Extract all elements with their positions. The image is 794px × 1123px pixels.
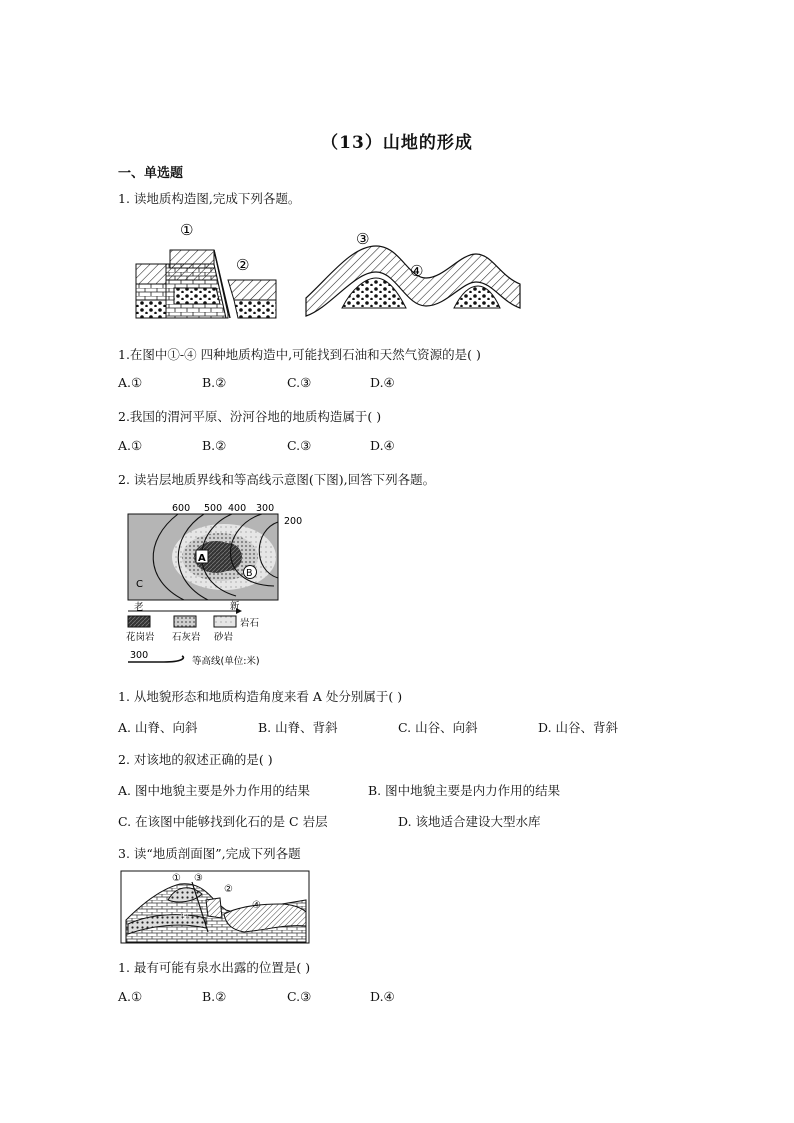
fig3-label-5: ⑤: [180, 912, 189, 923]
q2-sub2-text: 2. 对该地的叙述正确的是( ): [118, 752, 273, 767]
option-c[interactable]: C.③: [287, 438, 312, 453]
point-a: A: [198, 553, 206, 564]
option-b[interactable]: B. 山脊、背斜: [258, 720, 338, 735]
legend-limestone-swatch: [174, 616, 196, 627]
q3-sub1-text: 1. 最有可能有泉水出露的位置是( ): [118, 960, 311, 975]
option-a[interactable]: A.①: [118, 989, 143, 1004]
legend-contour-text: 等高线(单位:米): [192, 656, 260, 667]
option-a[interactable]: A. 山脊、向斜: [118, 720, 198, 735]
fig3-label-2: ②: [224, 884, 233, 895]
option-d[interactable]: D.④: [370, 989, 395, 1004]
option-c[interactable]: C.③: [287, 375, 312, 390]
fig1-label-2: ②: [236, 256, 250, 274]
label-new: 新: [230, 601, 240, 612]
label-old: 老: [134, 602, 144, 613]
legend-contour-value: 300: [130, 650, 149, 661]
option-d[interactable]: D. 山谷、背斜: [538, 720, 619, 735]
fig3-label-3: ③: [194, 873, 203, 884]
fig1-label-4: ④: [410, 262, 424, 280]
option-d[interactable]: D. 该地适合建设大型水库: [398, 814, 541, 829]
option-b[interactable]: B.②: [202, 375, 227, 390]
option-c[interactable]: C. 在该图中能够找到化石的是 C 岩层: [118, 814, 328, 829]
option-c[interactable]: C.③: [287, 989, 312, 1004]
legend-rock-label: 岩石: [240, 618, 260, 629]
q3-stem: 3. 读“地质剖面图”,完成下列各题: [118, 846, 301, 861]
q2-stem: 2. 读岩层地质界线和等高线示意图(下图),回答下列各题。: [118, 472, 436, 487]
contour-300: 300: [256, 503, 275, 514]
option-b[interactable]: B.②: [202, 438, 227, 453]
option-c[interactable]: C. 山谷、向斜: [398, 720, 478, 735]
q1-sub1-text: 1.在图中①-④ 四种地质构造中,可能找到石油和天然气资源的是( ): [118, 347, 481, 362]
section-heading: 一、单选题: [118, 166, 184, 181]
q1-geologic-structure-figure: [130, 216, 525, 322]
point-b: B: [246, 568, 253, 579]
fold-diagram: [306, 246, 520, 316]
legend-granite: 花岗岩: [126, 632, 155, 643]
q2-contour-geology-figure: [124, 500, 310, 670]
option-d[interactable]: D.④: [370, 375, 395, 390]
fig3-label-4: ④: [252, 900, 261, 911]
point-c: C: [136, 579, 143, 590]
fig1-label-3: ③: [356, 230, 370, 248]
legend-limestone: 石灰岩: [172, 632, 201, 643]
fig1-label-1: ①: [180, 221, 194, 239]
option-b[interactable]: B. 图中地貌主要是内力作用的结果: [368, 783, 561, 798]
option-a[interactable]: A. 图中地貌主要是外力作用的结果: [118, 783, 310, 798]
q1-stem: 1. 读地质构造图,完成下列各题。: [118, 191, 301, 206]
q1-sub2-text: 2.我国的渭河平原、汾河谷地的地质构造属于( ): [118, 409, 382, 424]
fault-block-diagram: [136, 250, 276, 318]
legend-sandstone: 砂岩: [214, 632, 234, 643]
legend-sandstone-swatch: [214, 616, 236, 627]
fig3-label-1: ①: [172, 873, 181, 884]
option-a[interactable]: A.①: [118, 438, 143, 453]
option-b[interactable]: B.②: [202, 989, 227, 1004]
legend-granite-swatch: [128, 616, 150, 627]
q2-sub1-text: 1. 从地貌形态和地质构造角度来看 A 处分别属于( ): [118, 689, 403, 704]
contour-500: 500: [204, 503, 223, 514]
contour-600: 600: [172, 503, 191, 514]
contour-200: 200: [284, 516, 303, 527]
option-d[interactable]: D.④: [370, 438, 395, 453]
option-a[interactable]: A.①: [118, 375, 143, 390]
contour-400: 400: [228, 503, 247, 514]
q3-geologic-section-figure: [120, 870, 312, 946]
page-title: （13）山地的形成: [321, 133, 473, 153]
